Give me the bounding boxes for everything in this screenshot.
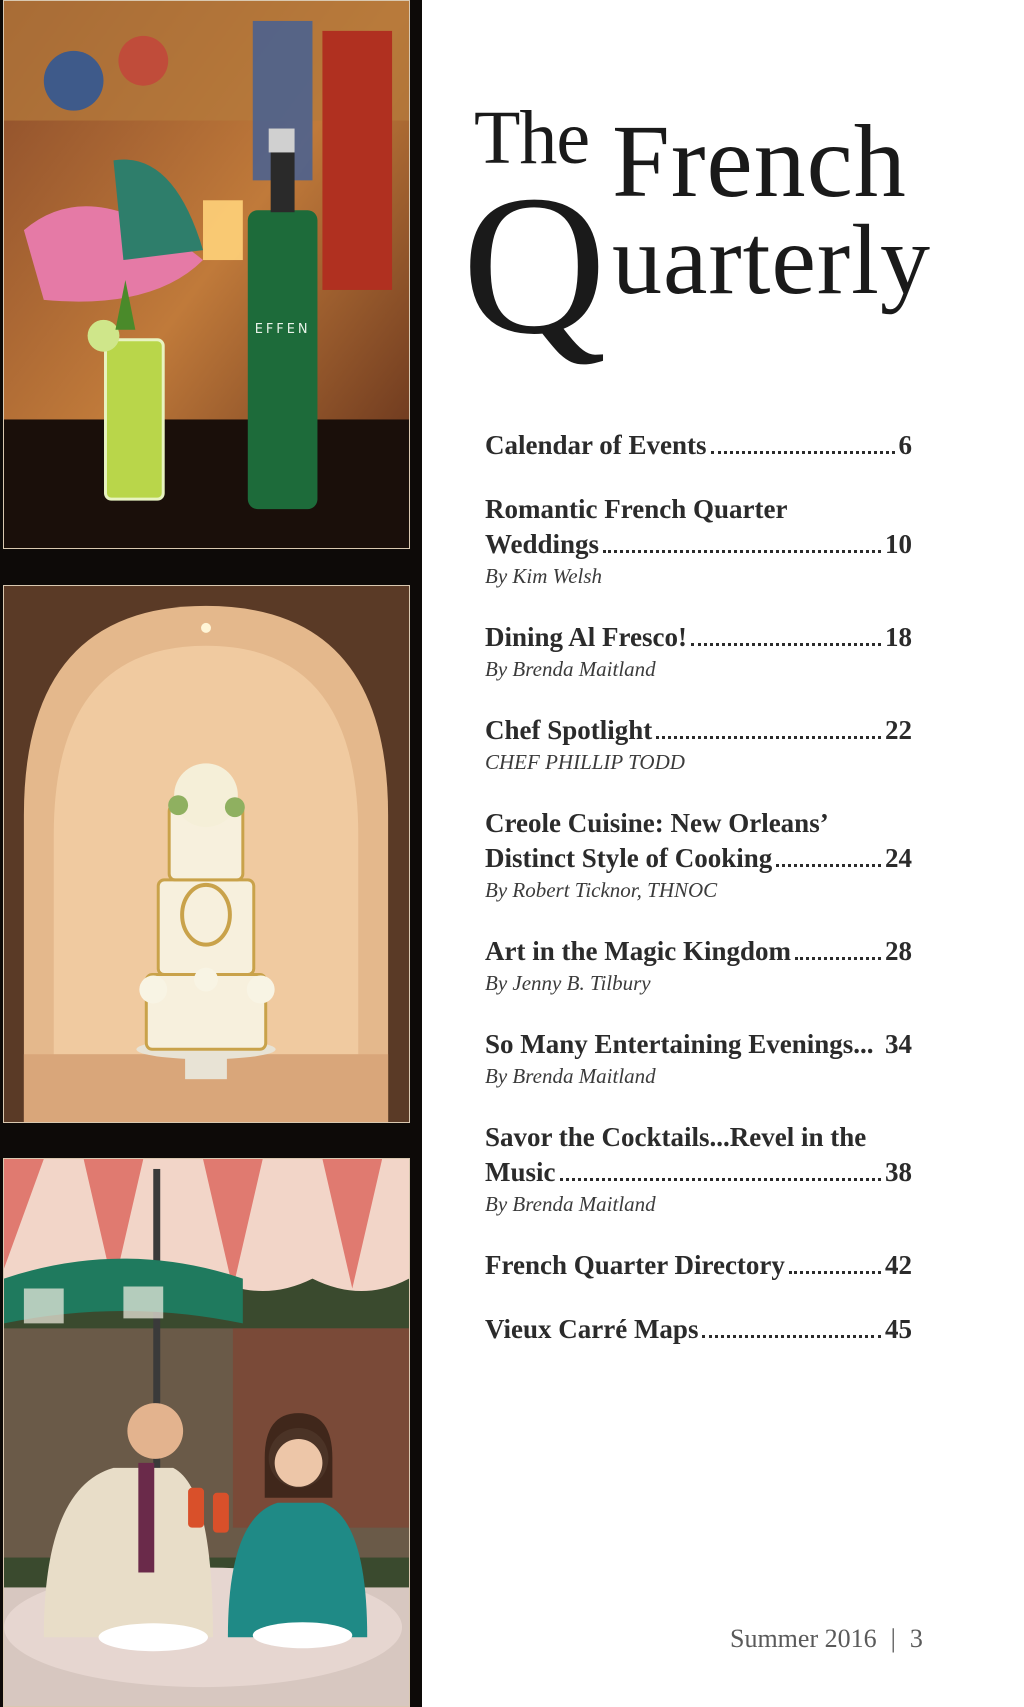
- footer-separator: |: [890, 1624, 896, 1653]
- toc-leader: [691, 643, 881, 646]
- toc-page: 10: [885, 529, 912, 559]
- toc-title-line1: Savor the Cocktails...Revel in the: [485, 1122, 867, 1152]
- toc-page: 38: [885, 1157, 912, 1187]
- page-number: 3: [909, 1624, 923, 1653]
- toc-title: Weddings: [485, 529, 600, 559]
- toc-title: Art in the Magic Kingdom: [485, 936, 791, 966]
- toc-byline: By Brenda Maitland: [485, 1064, 656, 1088]
- toc-leader: [795, 957, 881, 960]
- toc-leader: [560, 1178, 882, 1181]
- photo-cocktail: [3, 0, 410, 549]
- toc-page: 45: [885, 1314, 912, 1344]
- toc-title: So Many Entertaining Evenings...: [485, 1029, 874, 1059]
- toc-page: 6: [898, 430, 912, 460]
- toc-entry-directory[interactable]: [485, 1248, 912, 1283]
- toc-page: 18: [885, 622, 912, 652]
- toc-title: Vieux Carré Maps: [485, 1314, 699, 1344]
- masthead-q: Q: [462, 155, 607, 376]
- toc-byline: By Kim Welsh: [485, 564, 603, 588]
- toc-byline: By Brenda Maitland: [485, 1192, 656, 1216]
- issue-label: Summer 2016: [730, 1624, 877, 1653]
- toc-title-line1: Romantic French Quarter: [485, 494, 788, 524]
- toc-entry-cocktails[interactable]: [485, 1120, 912, 1218]
- toc-byline: By Brenda Maitland: [485, 657, 656, 681]
- toc-leader: [776, 864, 881, 867]
- photo-column: [0, 0, 422, 1707]
- toc-entry-calendar[interactable]: [485, 428, 912, 463]
- photo-wedding-cake: [3, 585, 410, 1123]
- toc-entry-creole[interactable]: [485, 806, 912, 904]
- toc-entry-weddings[interactable]: [485, 492, 912, 590]
- bottle-label: EFFEN: [254, 321, 311, 337]
- toc-page: 42: [885, 1250, 912, 1280]
- toc-leader: [789, 1271, 881, 1274]
- toc-title: French Quarter Directory: [485, 1250, 785, 1280]
- masthead: [462, 88, 982, 376]
- masthead-the: The: [474, 96, 590, 180]
- toc-page: 24: [885, 843, 912, 873]
- toc-leader: [711, 451, 895, 454]
- toc-byline: CHEF PHILLIP TODD: [485, 750, 685, 774]
- toc-entry-chef[interactable]: [485, 713, 912, 776]
- toc-title: Music: [485, 1157, 556, 1187]
- toc-leader: [702, 1335, 881, 1338]
- toc-title: Dining Al Fresco!: [485, 622, 687, 652]
- toc-page: 22: [885, 715, 912, 745]
- toc-entry-maps[interactable]: [485, 1312, 912, 1347]
- toc-entry-dining[interactable]: [485, 620, 912, 683]
- toc-title: Distinct Style of Cooking: [485, 843, 773, 873]
- toc-title-line1: Creole Cuisine: New Orleans’: [485, 808, 829, 838]
- page-footer: [730, 1624, 923, 1654]
- toc-page: 34: [885, 1029, 912, 1059]
- masthead-uarterly: uarterly: [612, 204, 931, 315]
- toc-title: Calendar of Events: [485, 430, 707, 460]
- toc-page: 28: [885, 936, 912, 966]
- toc-byline: By Jenny B. Tilbury: [485, 971, 651, 995]
- masthead-french: French: [612, 104, 907, 219]
- toc-entry-magic-kingdom[interactable]: [485, 934, 912, 997]
- toc-entry-evenings[interactable]: [485, 1027, 912, 1090]
- toc-leader: [656, 736, 881, 739]
- toc-title: Chef Spotlight: [485, 715, 653, 745]
- toc-leader: [603, 550, 881, 553]
- photo-courtyard-diners: [3, 1158, 410, 1707]
- toc-byline: By Robert Ticknor, THNOC: [485, 878, 718, 902]
